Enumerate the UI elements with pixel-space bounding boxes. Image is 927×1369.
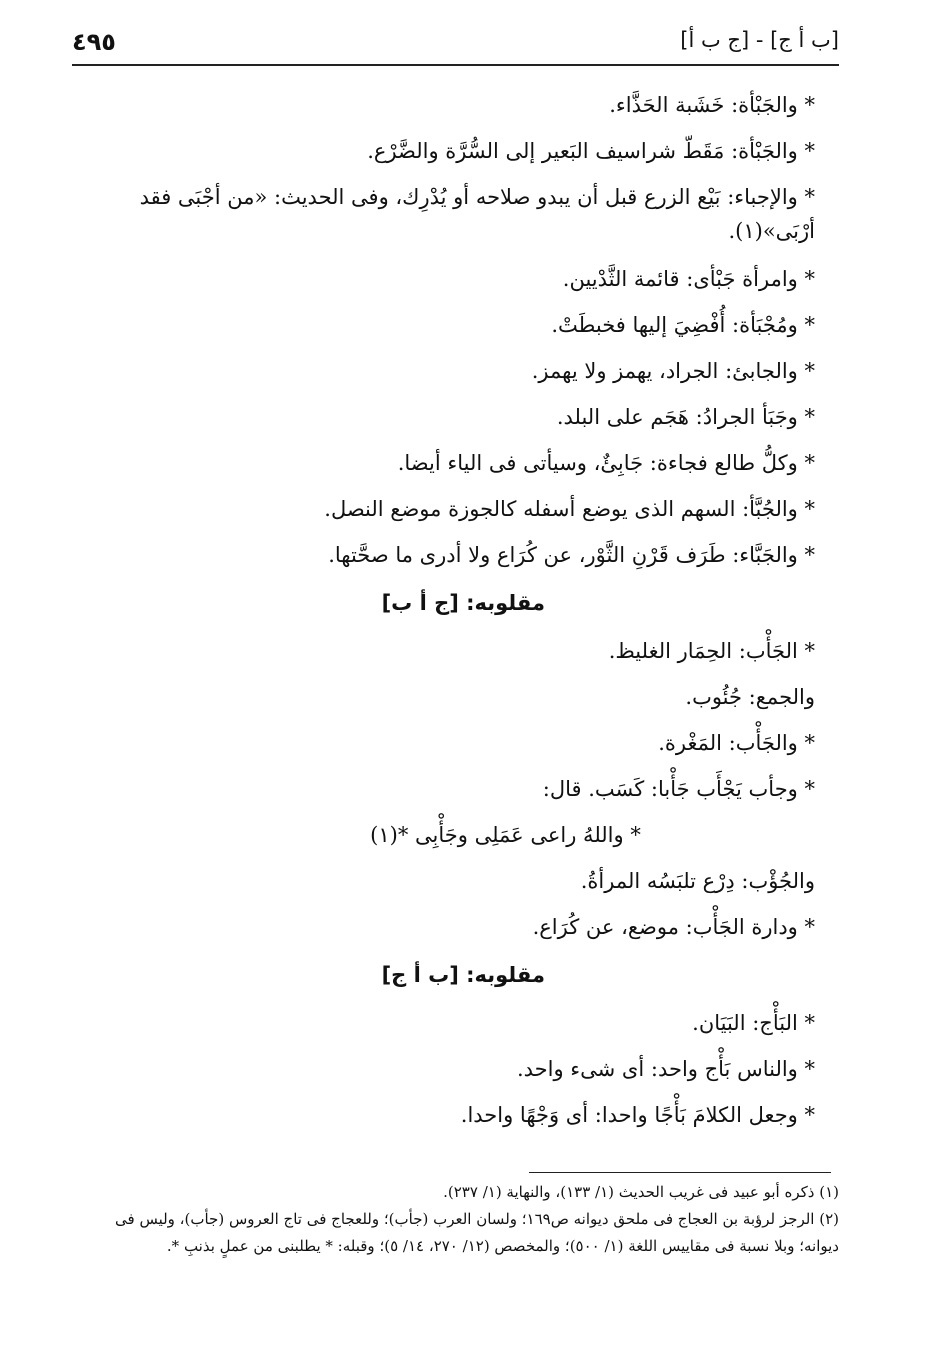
section-heading: مقلوبه: [ج أ ب] (381, 591, 545, 615)
entry-jaab-kasab: * وجأب يَجْأَب جَأْبا: كَسَب. قال: (542, 777, 815, 801)
page-number: ٤٩٥ (72, 28, 116, 56)
entry-jaal-kalam: * وجعل الكلامَ بَأْجًا واحدا: أى وَجْهًا واحدا. (460, 1103, 815, 1127)
dictionary-body (76, 82, 815, 1138)
entry-jaba-1: * والجَبْأة: خَشَبة الحَذَّاء. (609, 93, 815, 117)
page-header (72, 28, 839, 66)
verse-line: * واللهُ راعى عَمَلِى وجَأْبِى *(١) (370, 823, 641, 847)
entry-mujbaa: * ومُجْبَأة: أُفْضِيَ إليها فخبطَتْ. (551, 313, 815, 337)
entry-jaba-2: * والجَبْأة: مَقَطّ شراسيف البَعير إلى السُّرَّة والضَّرْع. (367, 139, 815, 163)
entry-jabba: * والجَبَّاء: طَرَف قَرْنِ الثَّوْر، عن كُرَاع ولا أدرى ما صحَّتها. (328, 543, 815, 567)
entry-juub: والجُؤْب: دِرْع تلبَسُه المرأةُ. (580, 869, 815, 893)
entry-nas-baj: * والناس بَأْج واحد: أى شىء واحد. (516, 1057, 815, 1081)
footnote-1: (١) ذكره أبو عبيد فى غريب الحديث (١/ ١٣٣)، والنهاية (١/ ٢٣٧). (443, 1183, 839, 1201)
entry-jab-maghra: * والجَأْب: المَغْرة. (658, 731, 815, 755)
entry-jab-himar: * الجَأْب: الحِمَار الغليظ. (608, 639, 815, 663)
entry-jumu: والجمع: جُئُوب. (685, 685, 815, 709)
entry-jaba-jarad: * وجَبَأ الجرادُ: هَجَم على البلد. (556, 405, 815, 429)
entry-imraa-jaba: * وامرأة جَبْأى: قائمة الثَّدْيين. (562, 267, 815, 291)
section-heading: مقلوبه: [ب أ ج] (381, 963, 545, 987)
entry-baj: * البَأْج: البَيَان. (692, 1011, 815, 1035)
entry-jabi: * والجابئ: الجراد، يهمز ولا يهمز. (531, 359, 815, 383)
entry-ijba: * والإجباء: بَيْع الزرع قبل أن يبدو صلاحه أو يُدْرِك، وفى الحديث: «من أجْبَى فقد أرْبَى»(١). (139, 185, 815, 243)
footnote-rule (529, 1172, 831, 1179)
entry-kull-tali: * وكلُّ طالع فجاءة: جَابِئٌ، وسيأتى فى الياء أيضا. (397, 451, 815, 475)
entry-darat-jab: * ودارة الجَأْب: موضع، عن كُرَاع. (532, 915, 815, 939)
entry-jubba: * والجُبَّأ: السهم الذى يوضع أسفله كالجوزة موضع النصل. (324, 497, 815, 521)
running-head: [ج ب أ] - [ب أ ج] (680, 28, 839, 52)
footnotes (76, 1172, 839, 1260)
footnote-2: (٢) الرجز لرؤبة بن العجاج فى ملحق ديوانه ص١٦٩؛ ولسان العرب (جأب)؛ وللعجاج فى تاج العروس (جأب)، وليس فى ديوانه؛ وبلا نسبة فى مقاييس اللغة (١/ ٥٠٠)؛ والمخصص (١٢/ ٢٧٠، ١٤/ ٥)؛ وقبله: * يطلبنى من عملٍ بذنبِ *. (115, 1210, 839, 1255)
